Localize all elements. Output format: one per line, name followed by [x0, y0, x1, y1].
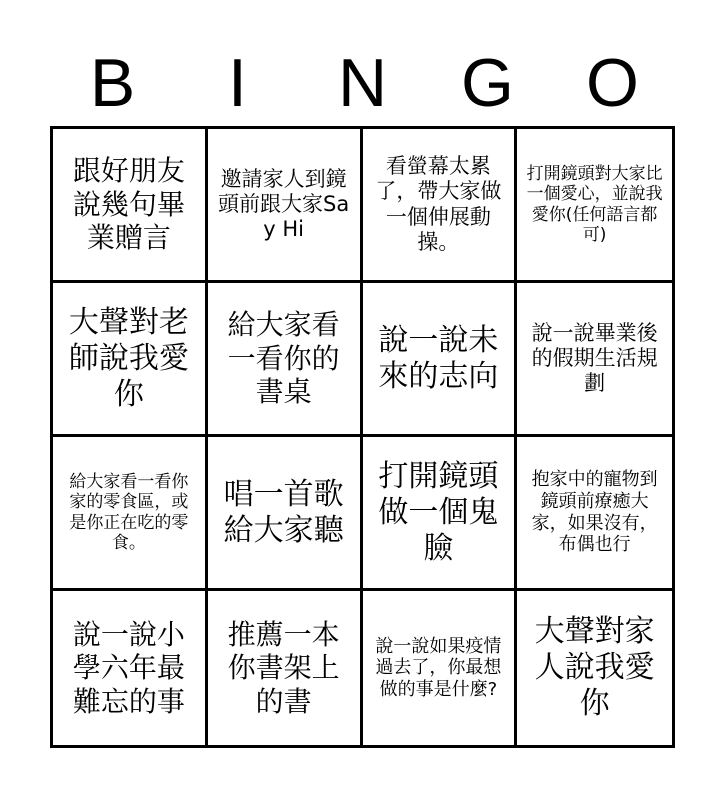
bingo-cell[interactable]	[53, 283, 208, 437]
bingo-cell[interactable]	[208, 129, 363, 283]
bingo-cell[interactable]	[517, 591, 672, 745]
bingo-cell[interactable]	[53, 129, 208, 283]
cell-text: 說一說未來的志向	[378, 322, 499, 394]
cell-text: 跟好朋友說幾句畢業贈言	[72, 154, 185, 255]
cell-text: 給大家看一看你家的零食區，或是你正在吃的零食。	[69, 471, 189, 553]
bingo-cell[interactable]	[517, 129, 672, 283]
bingo-cell[interactable]	[363, 437, 518, 591]
cell-text: 說一說小學六年最難忘的事	[72, 617, 185, 718]
cell-text: 大聲對老師說我愛你	[68, 304, 189, 412]
bingo-cell[interactable]	[208, 283, 363, 437]
cell-text: 邀請家人到鏡頭前跟大家Say Hi	[218, 166, 350, 242]
header-letter-o: O	[586, 45, 639, 121]
bingo-cell[interactable]	[208, 437, 363, 591]
cell-text: 推薦一本你書架上的書	[227, 617, 340, 718]
header-letter-g: G	[461, 45, 514, 121]
bingo-board	[50, 126, 675, 748]
header-letter-b: B	[89, 45, 136, 121]
bingo-cell[interactable]	[363, 129, 518, 283]
bingo-cell[interactable]	[517, 283, 672, 437]
bingo-cell[interactable]	[208, 591, 363, 745]
cell-text: 抱家中的寵物到鏡頭前療癒大家，如果沒有，布偶也行	[531, 469, 658, 556]
bingo-cell[interactable]	[53, 591, 208, 745]
cell-text: 說一說畢業後的假期生活規劃	[531, 320, 658, 396]
header-letter-n: N	[337, 45, 388, 121]
cell-text: 說一說如果疫情過去了，你最想做的事是什麼?	[375, 635, 502, 700]
bingo-header	[50, 40, 675, 126]
header-letter-i: I	[228, 45, 247, 121]
bingo-cell[interactable]	[363, 591, 518, 745]
cell-text: 大聲對家人說我愛你	[534, 614, 655, 721]
bingo-cell[interactable]	[53, 437, 208, 591]
cell-text: 打開鏡頭對大家比一個愛心，並說我愛你(任何語言都可)	[526, 163, 663, 245]
cell-text: 唱一首歌給大家聽	[223, 476, 344, 548]
cell-text: 打開鏡頭做一個鬼臉	[378, 458, 499, 566]
bingo-cell[interactable]	[517, 437, 672, 591]
bingo-cell[interactable]	[363, 283, 518, 437]
cell-text: 給大家看一看你的書桌	[227, 308, 340, 409]
cell-text: 看螢幕太累了，帶大家做一個伸展動操。	[375, 154, 502, 254]
